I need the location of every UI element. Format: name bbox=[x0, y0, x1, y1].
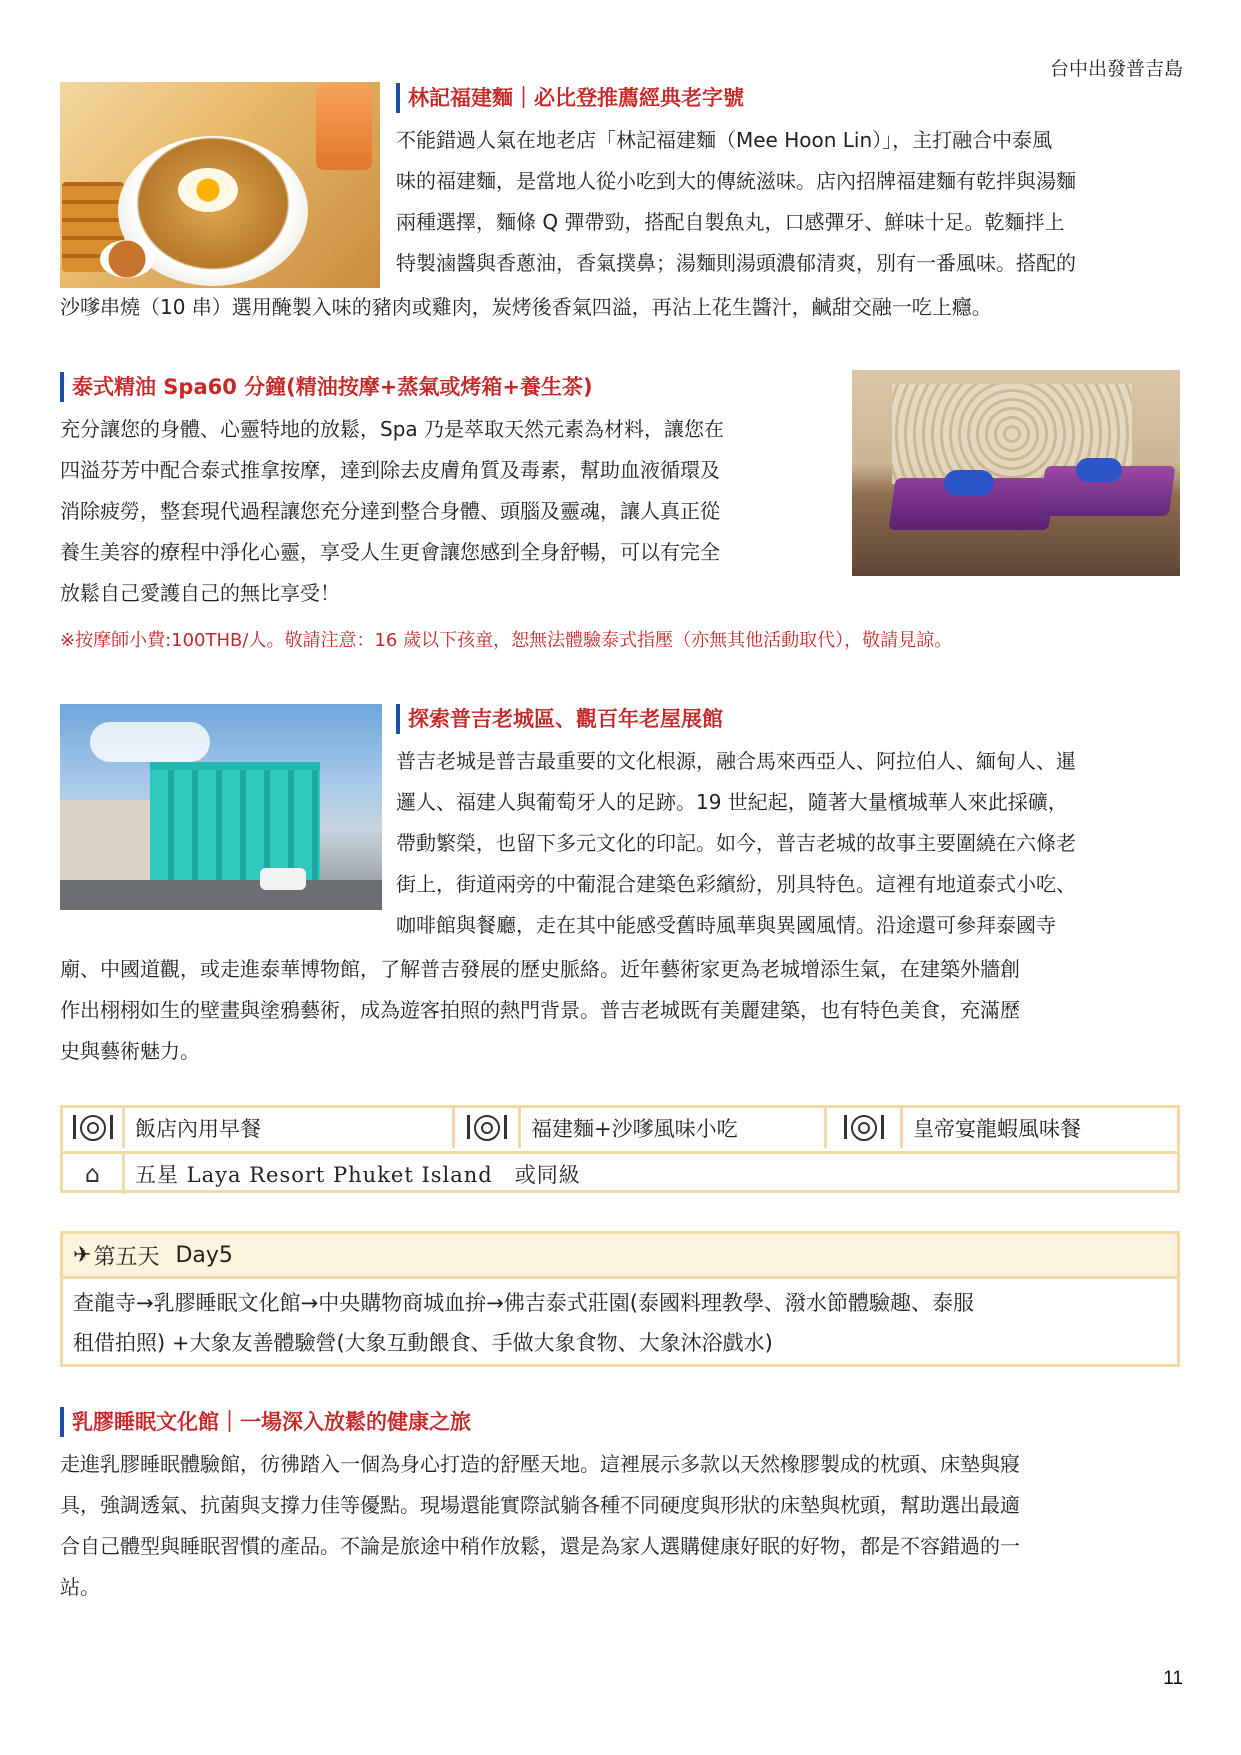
paragraph-line: 廟、中國道觀，或走進泰華博物館，了解普吉發展的歷史脈絡。近年藝術家更為老城增添生氣，在建築外牆創 bbox=[60, 957, 1020, 981]
paragraph-line: 具，強調透氣、抗菌與支撐力佳等優點。現場還能實際試躺各種不同硬度與形狀的床墊與枕頭，幫助選出最適 bbox=[60, 1493, 1020, 1517]
spa-photo bbox=[852, 370, 1180, 576]
plane-icon: ✈ bbox=[73, 1242, 92, 1268]
hotel-cell: 五星 Laya Resort Phuket Island 或同級 bbox=[135, 1163, 581, 1187]
itinerary-line: 查龍寺→乳膠睡眠文化館→中央購物商城血拚→佛吉泰式莊園(泰國料理教學、潑水節體驗趣、泰服 bbox=[73, 1291, 974, 1315]
paragraph-line: 特製滷醬與香蔥油，香氣撲鼻；湯麵則湯頭濃郁清爽，別有一番風味。搭配的 bbox=[396, 251, 1076, 275]
section-lim-hokkien-noodle bbox=[396, 83, 1180, 284]
day5-header bbox=[63, 1234, 1177, 1279]
meals-row bbox=[63, 1108, 1177, 1148]
dish-icon bbox=[851, 1115, 877, 1141]
cloud bbox=[90, 722, 210, 762]
car bbox=[260, 868, 306, 890]
paragraph-line: 普吉老城是普吉最重要的文化根源，融合馬來西亞人、阿拉伯人、緬甸人、暹 bbox=[396, 749, 1076, 773]
paragraph-line: 消除疲勞，整套現代過程讓您充分達到整合身體、頭腦及靈魂，讓人真正從 bbox=[60, 499, 720, 523]
day5-itinerary bbox=[63, 1279, 1177, 1367]
day-number: Day5 bbox=[175, 1242, 233, 1268]
paragraph-line: 味的福建麵，是當地人從小吃到大的傳統滋味。店內招牌福建麵有乾拌與湯麵 bbox=[396, 169, 1076, 193]
paragraph-line: 走進乳膠睡眠體驗館，彷彿踏入一個為身心打造的舒壓天地。這裡展示多款以天然橡膠製成的枕頭、床墊與寢 bbox=[60, 1452, 1020, 1476]
section-thai-spa bbox=[60, 372, 840, 614]
dinner-cell: 皇帝宴龍蝦風味餐 bbox=[913, 1117, 1081, 1141]
side-building bbox=[60, 800, 150, 884]
tip-note: ※按摩師小費:100THB/人。敬請注意：16 歲以下孩童，恕無法體驗泰式指壓（亦無其他活動取代），敬請見諒。 bbox=[60, 630, 953, 651]
section-title: 乳膠睡眠文化館｜一場深入放鬆的健康之旅 bbox=[60, 1407, 1185, 1437]
dish-icon bbox=[474, 1115, 500, 1141]
paragraph-line: 兩種選擇，麵條 Q 彈帶勁，搭配自製魚丸，口感彈牙、鮮味十足。乾麵拌上 bbox=[396, 210, 1065, 234]
paragraph-line: 不能錯過人氣在地老店「林記福建麵（Mee Hoon Lin）」，主打融合中泰風 bbox=[396, 128, 1053, 152]
meals-hotel-table bbox=[60, 1105, 1180, 1193]
section-title: 探索普吉老城區、觀百年老屋展館 bbox=[396, 704, 1180, 734]
road bbox=[60, 880, 382, 910]
day5-itinerary-box bbox=[60, 1231, 1180, 1367]
section-title: 泰式精油 Spa60 分鐘(精油按摩+蒸氣或烤箱+養生茶) bbox=[60, 372, 840, 402]
paragraph-line: 街上，街道兩旁的中葡混合建築色彩繽紛，別具特色。這裡有地道泰式小吃、 bbox=[396, 872, 1076, 896]
old-town-photo bbox=[60, 704, 382, 910]
paragraph-line: 合自己體型與睡眠習慣的產品。不論是旅途中稍作放鬆，還是為家人選購健康好眠的好物，都是不容錯過的一 bbox=[60, 1534, 1020, 1558]
hotel-icon: ⌂ bbox=[84, 1160, 101, 1188]
paragraph-line: 沙嗲串燒（10 串）選用醃製入味的豬肉或雞肉，炭烤後香氣四溢，再沾上花生醬汁，鹹甜交融一吃上癮。 bbox=[60, 295, 992, 319]
hotel-icon-cell bbox=[63, 1154, 125, 1194]
paragraph-line: 放鬆自己愛護自己的無比享受！ bbox=[60, 581, 340, 605]
swan-towel bbox=[944, 470, 994, 496]
document-header-title: 台中出發普吉島 bbox=[1049, 58, 1183, 80]
breakfast-icon-cell bbox=[63, 1108, 125, 1148]
lunch-icon-cell bbox=[455, 1108, 521, 1148]
page-number: 11 bbox=[1163, 1668, 1183, 1689]
section-title: 林記福建麵｜必比登推薦經典老字號 bbox=[396, 83, 1180, 113]
section-phuket-old-town bbox=[396, 704, 1180, 946]
paragraph-line: 作出栩栩如生的壁畫與塗鴉藝術，成為遊客拍照的熱門背景。普吉老城既有美麗建築，也有特色美食，充滿歷 bbox=[60, 998, 1020, 1022]
paragraph-line: 邏人、福建人與葡萄牙人的足跡。19 世紀起，隨著大量檳城華人來此採礦， bbox=[396, 790, 1068, 814]
lunch-cell: 福建麵+沙嗲風味小吃 bbox=[521, 1108, 827, 1148]
food-photo bbox=[60, 82, 380, 288]
paragraph-line: 咖啡館與餐廳，走在其中能感受舊時風華與異國風情。沿途還可參拜泰國寺 bbox=[396, 913, 1056, 937]
itinerary-line: 租借拍照) +大象友善體驗營(大象互動餵食、手做大象食物、大象沐浴戲水) bbox=[73, 1331, 773, 1355]
paragraph-line: 養生美容的療程中淨化心靈，享受人生更會讓您感到全身舒暢，可以有完全 bbox=[60, 540, 720, 564]
day-label: 第五天 bbox=[93, 1244, 160, 1270]
paragraph-line: 充分讓您的身體、心靈特地的放鬆，Spa 乃是萃取天然元素為材料，讓您在 bbox=[60, 417, 725, 441]
paragraph-line: 帶動繁榮，也留下多元文化的印記。如今，普吉老城的故事主要圍繞在六條老 bbox=[396, 831, 1076, 855]
dish-icon bbox=[80, 1115, 106, 1141]
fried-egg bbox=[178, 168, 238, 212]
thai-tea-drink bbox=[316, 84, 372, 170]
breakfast-cell: 飯店內用早餐 bbox=[125, 1108, 455, 1148]
peanut-sauce bbox=[100, 240, 154, 278]
swan-towel bbox=[1076, 458, 1122, 482]
hotel-row bbox=[63, 1151, 1177, 1194]
paragraph-line: 史與藝術魅力。 bbox=[60, 1039, 200, 1063]
dinner-icon-cell bbox=[827, 1108, 903, 1148]
paragraph-line: 站。 bbox=[60, 1575, 100, 1599]
paragraph-line: 四溢芬芳中配合泰式推拿按摩，達到除去皮膚角質及毒素，幫助血液循環及 bbox=[60, 458, 720, 482]
section-phuket-old-town-continued bbox=[60, 949, 1185, 1072]
section-latex-sleep-museum bbox=[60, 1407, 1185, 1608]
